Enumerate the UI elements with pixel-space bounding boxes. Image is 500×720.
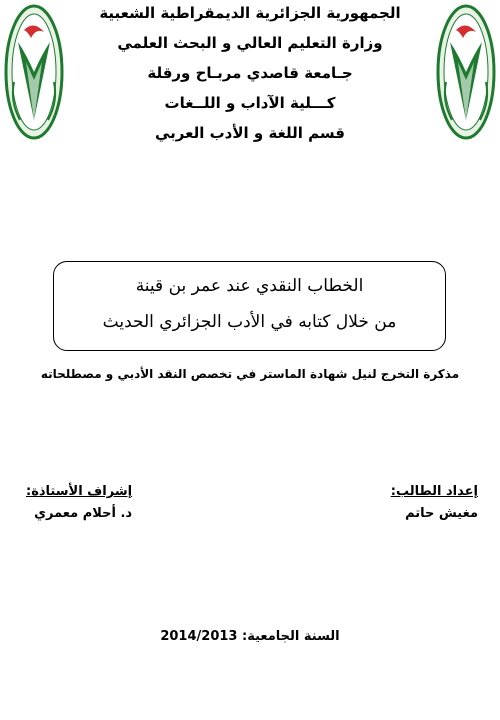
supervisor-name: د. أحلام معمري (34, 506, 133, 521)
thesis-title-box (53, 261, 446, 351)
header-faculty: كـــلية الآداب و اللــغات (164, 94, 336, 112)
header-university: جـامعة قاصدي مربـاح ورقلة (147, 64, 353, 82)
header-ministry: وزارة التعليم العالي و البحث العلمي (117, 34, 383, 52)
student-block (391, 482, 478, 526)
university-emblem-right-icon (436, 2, 496, 142)
supervisor-label: إشراف الأستاذة: (26, 484, 133, 499)
thesis-title-line2: من خلال كتابه في الأدب الجزائري الحديث (102, 312, 397, 332)
institution-header (70, 0, 430, 148)
thesis-title-line1: الخطاب النقدي عند عمر بن قينة (135, 276, 364, 296)
header-department: قسم اللغة و الأدب العربي (155, 124, 345, 142)
thesis-subtitle: مذكرة التخرج لنيل شهادة الماستر في تخصص النقد الأدبي و مصطلحاته (40, 367, 460, 381)
supervisor-block (26, 482, 132, 526)
student-name: مغيش حاتم (405, 506, 478, 521)
academic-year: السنة الجامعية: 2014/2013 (160, 629, 340, 644)
student-label: إعداد الطالب: (390, 484, 478, 499)
header-republic: الجمهورية الجزائرية الديمقراطية الشعبية (99, 4, 401, 22)
university-emblem-left-icon (4, 2, 64, 142)
